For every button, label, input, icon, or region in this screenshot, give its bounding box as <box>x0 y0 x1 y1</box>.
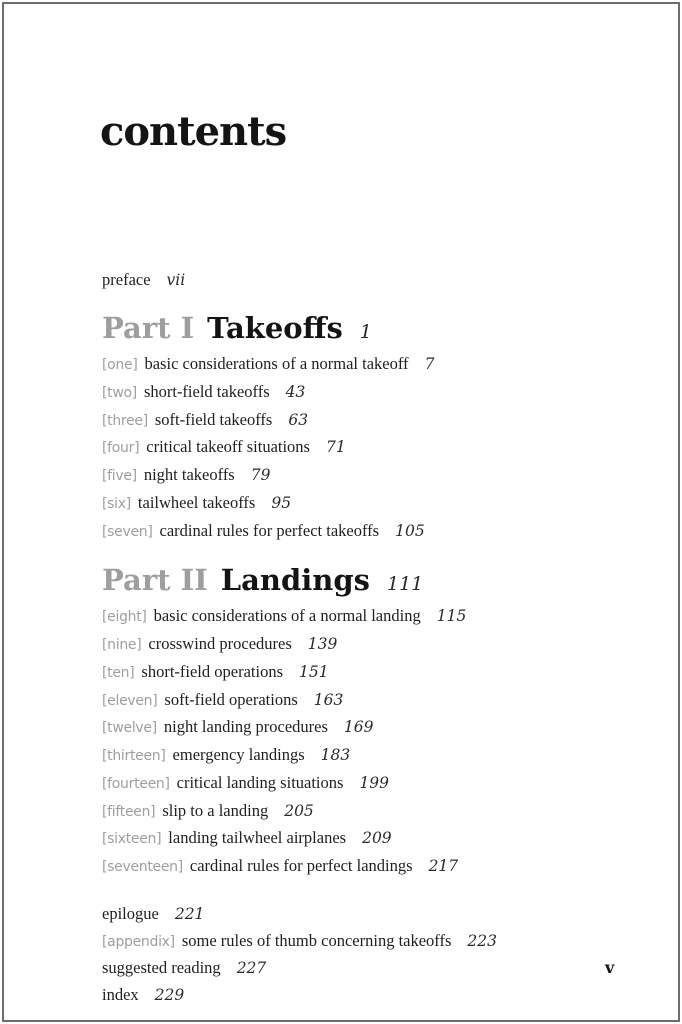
chapter-number: [thirteen] <box>102 748 166 764</box>
chapter-title: critical landing situations <box>176 772 344 792</box>
chapter-title: soft-field operations <box>164 689 298 709</box>
toc-entry <box>102 603 648 631</box>
chapter-title: basic considerations of a normal landing <box>153 606 421 626</box>
chapter-number: [eight] <box>102 609 147 626</box>
chapter-list <box>102 603 648 881</box>
chapter-title: some rules of thumb concerning takeoffs <box>181 930 452 950</box>
toc-entry <box>102 687 648 715</box>
chapter-page-number: 63 <box>288 410 309 429</box>
chapter-number: [three] <box>102 412 148 429</box>
part-page-number: 1 <box>359 321 372 343</box>
chapter-title: tailwheel takeoffs <box>137 492 256 512</box>
chapter-page-number: 151 <box>299 662 329 681</box>
chapter-title: soft-field takeoffs <box>154 409 273 429</box>
chapter-page-number: 209 <box>362 829 392 848</box>
part-title: Takeoffs <box>207 311 343 345</box>
chapter-number: [seven] <box>102 523 153 540</box>
chapter-number: [six] <box>102 495 131 512</box>
toc-entry <box>102 267 648 294</box>
chapter-page-number: 7 <box>424 355 435 373</box>
chapter-page-number: 169 <box>343 718 374 737</box>
toc-entry <box>102 853 648 881</box>
part-title: Landings <box>220 563 370 598</box>
chapter-page-number: vii <box>166 271 186 289</box>
front-matter-list <box>102 267 648 294</box>
page-number-folio: v <box>605 958 615 977</box>
chapter-number: [twelve] <box>102 720 157 737</box>
chapter-number: [ten] <box>102 664 135 681</box>
chapter-page-number: 43 <box>285 382 306 401</box>
chapter-page-number: 205 <box>284 801 314 820</box>
chapter-number: [one] <box>102 357 138 373</box>
chapter-page-number: 79 <box>250 466 271 484</box>
chapter-page-number: 183 <box>320 746 351 764</box>
part-label: Part I <box>102 311 195 345</box>
toc-entry <box>102 351 648 379</box>
chapter-number: [fourteen] <box>102 775 170 792</box>
book-page <box>2 2 680 1022</box>
chapter-title: suggested reading <box>102 958 221 978</box>
parts-container <box>102 309 648 881</box>
chapter-page-number: 139 <box>307 635 338 653</box>
chapter-page-number: 227 <box>236 959 267 978</box>
chapter-page-number: 71 <box>325 438 346 457</box>
chapter-title: index <box>102 985 139 1004</box>
chapter-number: [appendix] <box>102 933 175 950</box>
toc-entry <box>102 798 648 826</box>
chapter-title: night takeoffs <box>143 465 235 484</box>
chapter-list <box>102 351 648 545</box>
chapter-number: [eleven] <box>102 692 158 709</box>
chapter-title: short-field takeoffs <box>143 381 270 401</box>
chapter-title: preface <box>102 270 151 289</box>
toc-entry <box>102 901 648 928</box>
chapter-number: [four] <box>102 440 140 457</box>
part-page-number: 111 <box>386 573 424 596</box>
toc-entry <box>102 434 648 462</box>
chapter-title: critical takeoff situations <box>146 437 310 457</box>
chapter-page-number: 95 <box>271 493 292 512</box>
toc-entry <box>102 490 648 518</box>
page-title: contents <box>100 108 287 155</box>
chapter-title: emergency landings <box>172 745 305 764</box>
part-label: Part II <box>102 563 208 598</box>
toc-entry <box>102 631 648 659</box>
part-heading <box>102 561 648 603</box>
chapter-title: cardinal rules for perfect landings <box>189 856 413 875</box>
chapter-title: short-field operations <box>141 661 283 681</box>
back-matter-list <box>102 901 648 1009</box>
chapter-page-number: 229 <box>154 986 185 1004</box>
toc-entry <box>102 407 648 435</box>
chapter-page-number: 221 <box>174 904 205 923</box>
chapter-page-number: 223 <box>467 931 498 950</box>
chapter-page-number: 105 <box>395 521 425 540</box>
chapter-title: cardinal rules for perfect takeoffs <box>159 520 380 540</box>
toc-entry <box>102 379 648 407</box>
chapter-title: landing tailwheel airplanes <box>168 828 347 848</box>
toc-entry <box>102 982 648 1009</box>
toc-entry <box>102 825 648 853</box>
chapter-number: [sixteen] <box>102 831 162 848</box>
chapter-page-number: 163 <box>313 690 344 709</box>
toc-entry <box>102 518 648 546</box>
toc-entry <box>102 955 648 982</box>
toc-entry <box>102 770 648 798</box>
chapter-title: night landing procedures <box>163 717 328 737</box>
toc-entry <box>102 742 648 770</box>
toc-entry <box>102 928 648 956</box>
chapter-number: [fifteen] <box>102 803 156 820</box>
chapter-page-number: 199 <box>359 773 390 792</box>
table-of-contents <box>102 309 648 1009</box>
chapter-number: [seventeen] <box>102 859 183 875</box>
part-heading <box>102 309 648 351</box>
chapter-number: [five] <box>102 468 137 484</box>
chapter-number: [nine] <box>102 637 142 653</box>
chapter-title: basic considerations of a normal takeoff <box>144 354 409 373</box>
chapter-title: slip to a landing <box>162 800 269 820</box>
chapter-title: epilogue <box>102 903 159 923</box>
chapter-number: [two] <box>102 384 137 401</box>
chapter-page-number: 115 <box>436 607 467 626</box>
toc-entry <box>102 462 648 490</box>
toc-entry <box>102 659 648 687</box>
toc-entry <box>102 714 648 742</box>
chapter-page-number: 217 <box>428 857 459 875</box>
chapter-title: crosswind procedures <box>148 634 292 653</box>
